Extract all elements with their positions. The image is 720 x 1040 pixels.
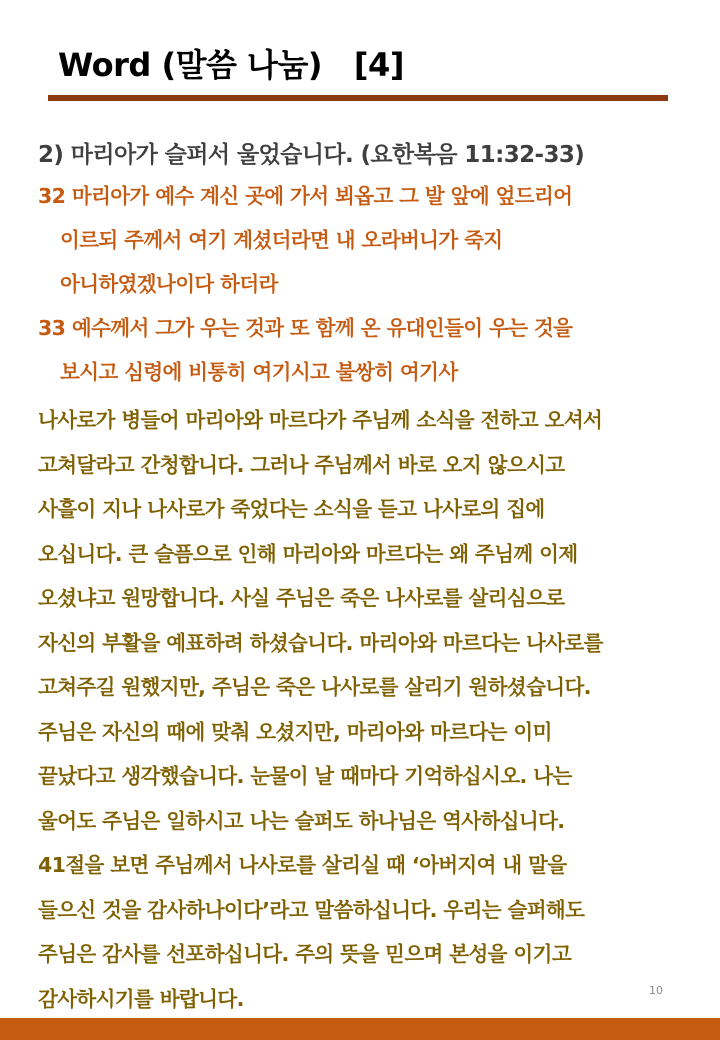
body-line: 나사로가 병들어 마리아와 마르다가 주님께 소식을 전하고 오셔서 <box>38 408 603 432</box>
verse-line: 33 예수께서 그가 우는 것과 또 함께 온 유대인들이 우는 것을 <box>38 316 573 340</box>
footer-bar <box>0 1018 720 1040</box>
verse-line: 보시고 심령에 비통히 여기시고 불쌍히 여기사 <box>60 360 458 384</box>
verse-line: 이르되 주께서 여기 계셨더라면 내 오라버니가 죽지 <box>60 228 503 252</box>
body-line: 오셨냐고 원망합니다. 사실 주님은 죽은 나사로를 살리심으로 <box>38 586 565 610</box>
body-line: 41절을 보면 주님께서 나사로를 살리실 때 ‘아버지여 내 말을 <box>38 853 567 877</box>
body-line: 끝났다고 생각했습니다. 눈물이 날 때마다 기억하십시오. 나는 <box>38 764 572 788</box>
body-line: 고쳐달라고 간청합니다. 그러나 주님께서 바로 오지 않으시고 <box>38 452 565 477</box>
page-title: Word (말씀 나눔) [4] <box>58 46 404 84</box>
scripture-passage <box>38 180 572 400</box>
sermon-body <box>38 404 603 1027</box>
body-line: 자신의 부활을 예표하려 하셨습니다. 마리아와 마르다는 나사로를 <box>38 630 603 655</box>
title-divider <box>48 95 668 101</box>
body-line: 감사하시기를 바랍니다. <box>38 986 244 1011</box>
body-line: 주님은 자신의 때에 맞춰 오셨지만, 마리아와 마르다는 이미 <box>38 719 552 744</box>
body-line: 주님은 감사를 선포하십니다. 주의 뜻을 믿으며 본성을 이기고 <box>38 942 572 966</box>
verse-line: 32 마리아가 예수 계신 곳에 가서 뵈옵고 그 발 앞에 엎드리어 <box>38 184 573 208</box>
body-line: 들으신 것을 감사하나이다’라고 말씀하십니다. 우리는 슬퍼해도 <box>38 897 585 922</box>
body-line: 오십니다. 큰 슬픔으로 인해 마리아와 마르다는 왜 주님께 이제 <box>38 541 578 566</box>
verse-line: 아니하였겠나이다 하더라 <box>60 272 278 296</box>
body-line: 고쳐주길 원했지만, 주님은 죽은 나사로를 살리기 원하셨습니다. <box>38 675 591 699</box>
page-number: 10 <box>649 984 663 997</box>
body-line: 울어도 주님은 일하시고 나는 슬퍼도 하나님은 역사하십니다. <box>38 808 565 833</box>
section-heading: 2) 마리아가 슬퍼서 울었습니다. (요한복음 11:32-33) <box>38 142 585 168</box>
body-line: 사흘이 지나 나사로가 죽었다는 소식을 듣고 나사로의 집에 <box>38 497 545 521</box>
